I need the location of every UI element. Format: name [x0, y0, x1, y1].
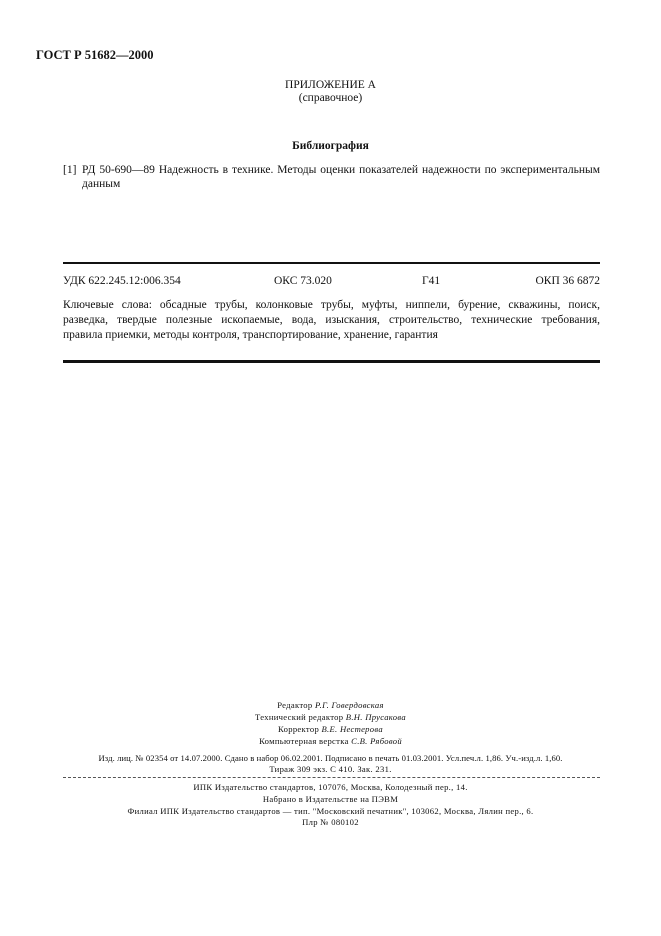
keywords-line: Ключевые слова: обсадные трубы, колонковые трубы, муфты, ниппели, бурение, скважины, поиск, [63, 299, 600, 311]
bibliography-item-text: РД 50-690—89 Надежность в технике. Методы оценки показателей надежности по экспериментальным [82, 164, 600, 176]
bibliography-item-text-cont: данным [82, 178, 121, 190]
tech-editor-name: В.Н. Прусакова [345, 712, 406, 722]
bibliography-title: Библиография [292, 140, 369, 152]
plr-line: Плр № 080102 [302, 817, 359, 827]
publisher-line: ИПК Издательство стандартов, 107076, Москва, Колодезный пер., 14. [193, 782, 468, 792]
corrector-line [0, 723, 661, 735]
udk-code: УДК 622.245.12:006.354 [63, 275, 181, 287]
editor-name: Р.Г. Говердовская [314, 700, 384, 710]
editor-label: Редактор [277, 700, 313, 710]
appendix-subtitle: (справочное) [298, 92, 363, 104]
layout-label: Компьютерная верстка [259, 736, 349, 746]
editor-line [0, 699, 661, 711]
oks-code: ОКС 73.020 [274, 275, 332, 287]
tech-editor-label: Технический редактор [255, 712, 344, 722]
divider [63, 262, 600, 264]
branch-line: Филиал ИПК Издательство стандартов — тип. "Московский печатник", 103062, Москва, Лялин пер., 6. [127, 806, 534, 816]
group-code: Г41 [422, 275, 441, 287]
typeset-line: Набрано в Издательстве на ПЭВМ [262, 794, 399, 804]
corrector-name: В.Е. Нестерова [321, 724, 383, 734]
dashed-divider [63, 777, 600, 778]
tech-editor-line [0, 711, 661, 723]
bibliography-item-number: [1] [63, 164, 77, 176]
license-line: Изд. лиц. № 02354 от 14.07.2000. Сдано в набор 06.02.2001. Подписано в печать 01.03.2001. Усл.печ.л. 1,86. Уч.-изд.л. 1,60. [98, 753, 563, 763]
appendix-title: ПРИЛОЖЕНИЕ А [285, 79, 376, 91]
divider-thick [63, 360, 600, 363]
keywords-line: правила приемки, методы контроля, транспортирование, хранение, гарантия [63, 329, 438, 341]
layout-line [0, 735, 661, 747]
corrector-label: Корректор [278, 724, 320, 734]
circulation-line: Тираж 309 экз. С 410. Зак. 231. [269, 764, 392, 774]
layout-name: С.В. Рябовой [351, 736, 402, 746]
okp-code: ОКП 36 6872 [535, 275, 600, 287]
standard-number: ГОСТ Р 51682—2000 [36, 48, 154, 62]
keywords-line: разведка, твердые полезные ископаемые, вода, изыскания, строительство, технические требования, [63, 314, 600, 326]
